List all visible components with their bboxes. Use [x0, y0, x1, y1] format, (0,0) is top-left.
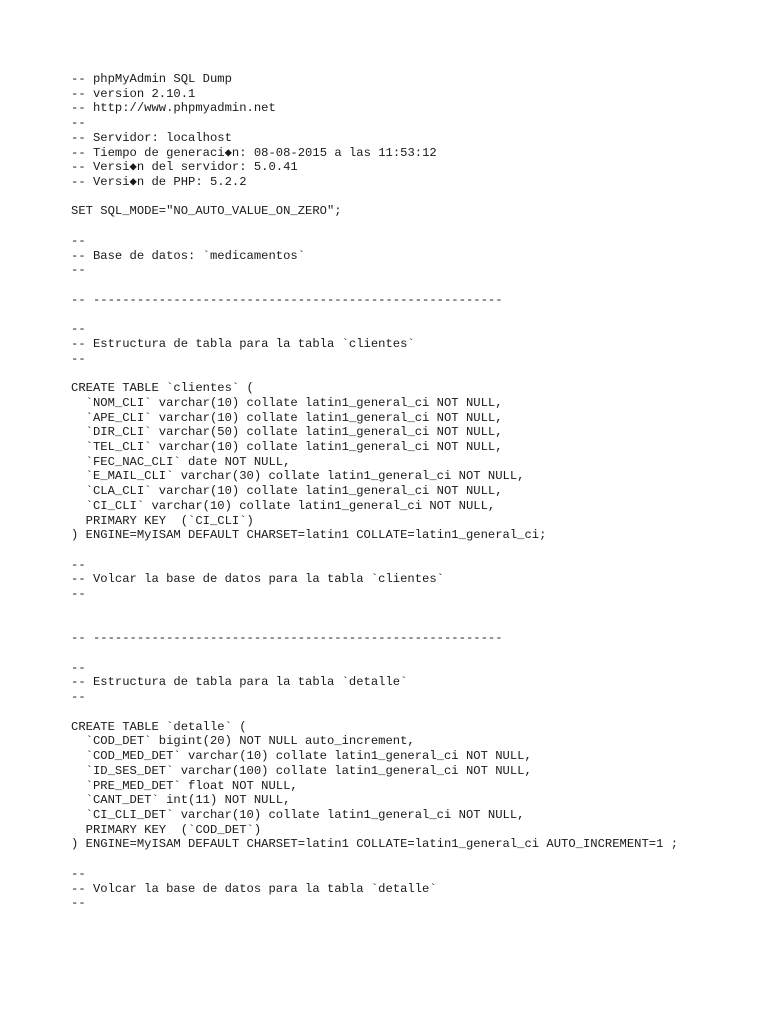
- code-line: --: [71, 351, 86, 366]
- code-line: `FEC_NAC_CLI` date NOT NULL,: [71, 454, 291, 469]
- code-line: -- Estructura de tabla para la tabla `detalle`: [71, 675, 408, 690]
- code-line: `NOM_CLI` varchar(10) collate latin1_general_ci NOT NULL,: [71, 395, 503, 410]
- code-line: PRIMARY KEY (`CI_CLI`): [71, 513, 254, 528]
- code-line: --: [71, 587, 86, 602]
- code-line: [71, 646, 678, 661]
- code-line: --: [71, 660, 86, 675]
- code-line: --: [71, 896, 86, 911]
- code-line: CREATE TABLE `clientes` (: [71, 381, 254, 396]
- code-line: `DIR_CLI` varchar(50) collate latin1_general_ci NOT NULL,: [71, 425, 503, 440]
- code-line: `COD_MED_DET` varchar(10) collate latin1_general_ci NOT NULL,: [71, 749, 532, 764]
- code-line: --: [71, 322, 86, 337]
- code-line: `ID_SES_DET` varchar(100) collate latin1_general_ci NOT NULL,: [71, 763, 532, 778]
- code-line: --: [71, 233, 86, 248]
- code-line: -- Base de datos: `medicamentos`: [71, 248, 306, 263]
- code-line: -- Volcar la base de datos para la tabla `clientes`: [71, 572, 444, 587]
- code-line: -- Volcar la base de datos para la tabla `detalle`: [71, 881, 437, 896]
- code-line: ) ENGINE=MyISAM DEFAULT CHARSET=latin1 COLLATE=latin1_general_ci AUTO_INCREMENT=1 ;: [71, 837, 679, 852]
- code-line: -- Versi◆n del servidor: 5.0.41: [71, 160, 298, 175]
- code-line: [71, 852, 678, 867]
- code-line: [71, 602, 678, 617]
- code-line: CREATE TABLE `detalle` (: [71, 719, 247, 734]
- code-line: -- --------------------------------------------------------: [71, 631, 503, 646]
- code-line: `APE_CLI` varchar(10) collate latin1_general_ci NOT NULL,: [71, 410, 503, 425]
- code-line: --: [71, 263, 86, 278]
- code-line: -- Tiempo de generaci◆n: 08-08-2015 a las 11:53:12: [71, 145, 437, 160]
- code-line: `E_MAIL_CLI` varchar(30) collate latin1_general_ci NOT NULL,: [71, 469, 525, 484]
- code-line: `CANT_DET` int(11) NOT NULL,: [71, 793, 291, 808]
- code-line: -- Estructura de tabla para la tabla `clientes`: [71, 336, 415, 351]
- code-line: -- --------------------------------------------------------: [71, 292, 503, 307]
- code-line: [71, 543, 678, 558]
- code-line: [71, 705, 678, 720]
- code-line: [71, 366, 678, 381]
- code-line: [71, 308, 678, 323]
- code-line: --: [71, 690, 86, 705]
- code-line: `PRE_MED_DET` float NOT NULL,: [71, 778, 298, 793]
- code-line: `CI_CLI` varchar(10) collate latin1_general_ci NOT NULL,: [71, 498, 496, 513]
- code-line: --: [71, 557, 86, 572]
- code-line: --: [71, 116, 86, 131]
- code-line: -- version 2.10.1: [71, 86, 196, 101]
- code-line: [71, 278, 678, 293]
- code-line: --: [71, 866, 86, 881]
- code-line: `COD_DET` bigint(20) NOT NULL auto_increment,: [71, 734, 415, 749]
- code-line: -- phpMyAdmin SQL Dump: [71, 72, 232, 86]
- code-line: `CI_CLI_DET` varchar(10) collate latin1_general_ci NOT NULL,: [71, 807, 525, 822]
- code-line: -- Servidor: localhost: [71, 130, 232, 145]
- sql-dump-text: [71, 72, 678, 911]
- code-line: `CLA_CLI` varchar(10) collate latin1_general_ci NOT NULL,: [71, 484, 503, 499]
- code-line: PRIMARY KEY (`COD_DET`): [71, 822, 262, 837]
- code-line: -- http://www.phpmyadmin.net: [71, 101, 276, 116]
- code-line: -- Versi◆n de PHP: 5.2.2: [71, 175, 247, 190]
- code-line: [71, 190, 678, 205]
- code-line: ) ENGINE=MyISAM DEFAULT CHARSET=latin1 COLLATE=latin1_general_ci;: [71, 528, 547, 543]
- code-line: [71, 219, 678, 234]
- code-line: `TEL_CLI` varchar(10) collate latin1_general_ci NOT NULL,: [71, 439, 503, 454]
- code-line: [71, 617, 678, 632]
- code-line: SET SQL_MODE="NO_AUTO_VALUE_ON_ZERO";: [71, 204, 342, 219]
